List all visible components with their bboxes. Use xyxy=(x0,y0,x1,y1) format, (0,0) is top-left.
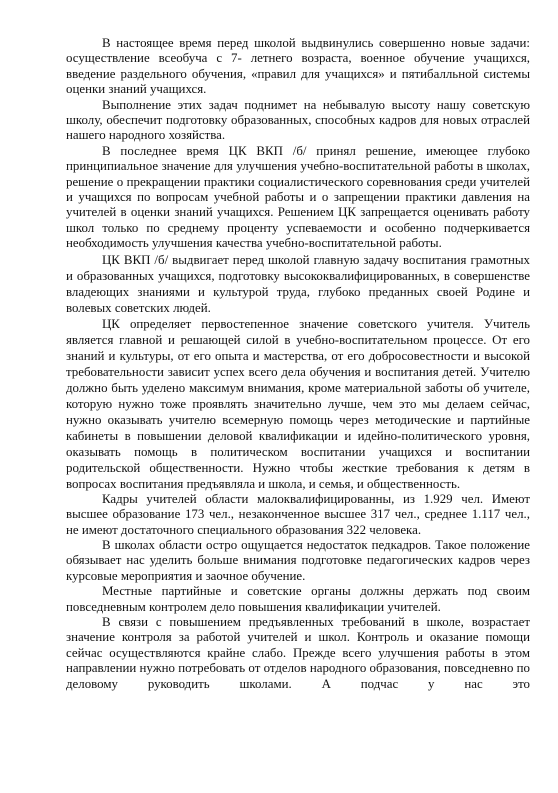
paragraph-local-control: Местные партийные и советские органы должны держать под своим повседневным контролем дело повышения квалификации учителей. xyxy=(66,584,530,614)
paragraph-cc-decision: В последнее время ЦК ВКП /б/ принял решение, имеющее глубоко принципиальное значение для улучшения учебно-воспитательной работы в школах, решение о прекращении практики социалистического соревнования среди учителей и учащихся по вопросам учебной работы и о запрещении практики давления на учителей в оценки знаний учащихся. Решением ЦК запрещается оценивать работу школ только по среднему проценту успеваемости и особенно подчеркивается необходимость улучшения качества учебно-воспитательной работы. xyxy=(66,143,530,251)
paragraph-staff-shortage: В школах области остро ощущается недостаток педкадров. Такое положение обязывает нас уделить больше внимания подготовке педагогических кадров через курсовые мероприятия и заочное обучение. xyxy=(66,537,530,583)
paragraph-teacher-staff: Кадры учителей области малоквалифицированны, из 1.929 чел. Имеют высшее образование 173 чел., незаконченное высшее 317 чел., среднее 1.117 чел., не имеют достаточного специального образования 322 человека. xyxy=(66,491,530,537)
paragraph-main-task: ЦК ВКП /б/ выдвигает перед школой главную задачу воспитания грамотных и образованных учащихся, подготовку высококвалифицированных, в совершенстве владеющих знаниями и культурой труда, глубоко преданных своей Родине и волевых советских людей. xyxy=(66,252,530,315)
paragraph-control: В связи с повышением предъявленных требований в школе, возрастает значение контроля за работой учителей и школ. Контроль и оказание помощи сейчас осуществляются крайне слабо. Прежде всего улучшения работы в этом направлении нужно потребовать от отделов народного образования, повседневно по деловому руководить школами. А подчас у нас это xyxy=(66,614,530,691)
paragraph-fulfilment: Выполнение этих задач поднимет на небывалую высоту нашу советскую школу, обеспечит подготовку образованных, способных кадров для новых отраслей нашего народного хозяйства. xyxy=(66,97,530,143)
paragraph-teacher-role: ЦК определяет первостепенное значение советского учителя. Учитель является главной и решающей силой в учебно-воспитательном процессе. От его знаний и культуры, от его опыта и мастерства, от его добросовестности и высокой требовательности зависит успех всего дела обучения и воспитания детей. Учителю должно быть уделено максимум внимания, кроме материальной заботы об учителе, которую нужно тоже проявлять значительно лучше, чем это мы делаем сейчас, нужно оказывать учителю всемерную помощь через методические и партийные кабинеты в повышении деловой квалификации и идейно-политического уровня, оказывать помощь в политическом воспитании учащихся и воспитании родительской общественности. Нужно чтобы жесткие требования к детям в вопросах воспитания предъявляла и школа, и семья, и общественность. xyxy=(66,316,530,491)
paragraph-new-tasks: В настоящее время перед школой выдвинулись совершенно новые задачи: осуществление всеобуча с 7- летнего возраста, военное обучение учащихся, введение раздельного обучения, «правил для учащихся» и пятибалльной системы оценки знаний учащихся. xyxy=(66,36,530,97)
document-page xyxy=(66,36,530,692)
